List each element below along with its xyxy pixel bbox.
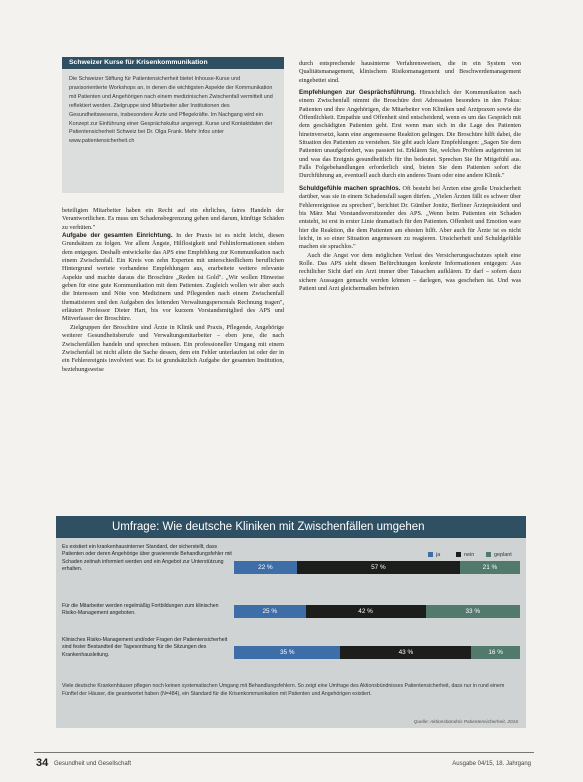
bar-segment-geplant: 33 % bbox=[426, 605, 520, 618]
paragraph-lead: Schuldgefühle machen sprachlos. bbox=[299, 184, 401, 192]
footer-divider bbox=[34, 752, 534, 753]
bar-row bbox=[234, 605, 520, 618]
bar-segment-nein: 42 % bbox=[306, 605, 426, 618]
chart-title: Umfrage: Wie deutsche Kliniken mit Zwischenfällen umgehen bbox=[112, 521, 425, 533]
paragraph: Schuldgefühle machen sprachlos. Oft besteht bei Ärzten eine große Unsicherheit darüber, was sie in einem Schadensfall sagen dürfen. „Vielen Ärzten fällt es schwer über Fehlerereignisse zu sprechen", berichtet Dr. Günther Jonitz, Berliner Ärztepräsident und bis März Mai Vorstandsvorsitzender des APS. „Wenn beim Patienten ein Schaden entsteht, ist erst in erster Linie dramatisch für den Patienten. Offenheit und Emotion ware hier die Reaktion, die dem Patienten am ehesten hilft. Aber auch für Ärzte ist es nicht leicht, in so einer Situation angemessen zu reagieren. Unsicherheit und Schuldgefühle machen sie sprachlos." bbox=[299, 184, 521, 251]
paragraph: Zielgruppen der Broschüre sind Ärzte in Klinik und Praxis, Pflegende, Angehörige weiterer Gesundheitsberufe und Verwaltungsmitarbeiter – eben jene, die nach Zwischenfällen handeln und sprechen müssen. Ein professioneller Umgang mit einem Zwischenfall ist nicht allein die Sache dessen, dem ein Fehler unterlaufen ist oder der in ein Fehlerereignis involviert war. Es ist grundsätzlich Aufgabe der gesamten Institution, beziehungsweise bbox=[62, 323, 284, 373]
bar-row bbox=[234, 561, 520, 574]
legend-item-nein: nein bbox=[456, 552, 474, 558]
bar-segment-nein: 57 % bbox=[297, 561, 460, 574]
paragraph-lead: Empfehlungen zur Gesprächsführung. bbox=[299, 89, 416, 97]
survey-chart bbox=[56, 516, 526, 728]
chart-note: Viele deutsche Krankenhäuser pflegen noch keinen systematischen Umgang mit Behandlungsfehlern. So zeigt eine Umfrage des Aktionsbündnisses Patientensicherheit, dass nur in rund einem Fünftel der Häuser, die geantwortet haben (N=484), ein Standard für die Krisenkommunikation mit Patienten und Angehörigen existiert. bbox=[62, 683, 505, 697]
paragraph: durch entsprechende hausinterne Verfahrensweisen, die in ein System von Qualitätsmanagement, klinischem Risikomanagement und Beschwerdemanagement eingebettet sind. bbox=[299, 60, 521, 84]
paragraph: Aufgabe der gesamten Einrichtung. In der Praxis ist es nicht leicht, diesen Grundsätzen zu folgen. Vor allem Ängste, Hilflosigkeit und Fehlinformationen stehen dem entgegen. Deshalb entwickelte das APS eine Empfehlung zur Kommunikation nach einem Zwischenfall. Ein Kreis von zehn Experten mit unterschiedlichem beruflichen Hintergrund wertete vorhandene Empfehlungen aus, erarbeitete weitere relevante Aspekte und machte daraus die Broschüre „Reden ist Gold". „Wir wollen Hinweise geben für eine gute Kommunikation mit dem Patienten. Zugleich wollen wir aber auch die Interessen und Nöte von Medizinern und Pflegenden nach einem Zwischenfall thematisieren und den Aufgaben des leitenden Verwaltungspersonals Rechnung tragen", erläutert Professor Dieter Hart, bis vor kurzem Vorstandsmitglied des APS und Mitverfasser der Broschüre. bbox=[62, 232, 285, 323]
bar-row bbox=[234, 646, 520, 659]
info-box-title: Schweizer Kurse für Krisenkommunikation bbox=[62, 57, 284, 69]
paragraph-lead: Aufgabe der gesamten Einrichtung. bbox=[62, 232, 173, 240]
bar-segment-ja: 35 % bbox=[234, 646, 340, 659]
chart-body bbox=[56, 538, 526, 728]
legend-item-geplant: geplant bbox=[486, 552, 512, 558]
chart-header bbox=[56, 516, 526, 538]
legend-swatch bbox=[456, 552, 461, 557]
question-label: Klinisches Risiko-Management und/oder Fragen der Patientensicherheit sind fester Bestandteil der Tagesordnung für die Sitzungen des Krankenhausleitung. bbox=[62, 637, 228, 658]
paragraph: Auch die Angst vor dem möglichen Verlust des Versicherungsschutzes spielt eine Rolle. Das APS sieht diesen Befürchtungen konkrete Informationen entgegen: Aus rechtlicher Sicht darf ein Arzt immer über Tatsachen aufklären. Er darf – sofern dazu sichere Aussagen gemacht werden können – darlegen, was geschehen ist. Und was Patient und Arzt gleichermaßen befreien bbox=[299, 251, 521, 292]
article-column-right bbox=[299, 60, 521, 293]
article-column-left bbox=[62, 207, 284, 374]
issue-info: Ausgabe 04/15, 18. Jahrgang bbox=[452, 761, 531, 767]
info-box bbox=[62, 57, 284, 193]
section-name: Gesundheit und Gesellschaft bbox=[54, 761, 132, 767]
bar-segment-nein: 43 % bbox=[340, 646, 471, 659]
bar-segment-geplant: 16 % bbox=[471, 646, 520, 659]
legend-swatch bbox=[486, 552, 491, 557]
question-label: Für die Mitarbeiter werden regelmäßig Fortbildungen zum klinischen Risiko-Management angeboten. bbox=[62, 603, 219, 617]
chart-source: Quelle: Aktionsbündnis Patientensicherheit, 2016 bbox=[413, 720, 518, 725]
page-number: 34 bbox=[36, 757, 49, 769]
paragraph: beteiligten Mitarbeiter haben ein Recht auf ein ehrliches, faires Handeln der Verantwortlichen. Es muss um Schadensbegrenzung gehen und darum, künftige Schäden zu verhüten." bbox=[62, 207, 284, 231]
bar-segment-ja: 25 % bbox=[234, 605, 306, 618]
bar-segment-geplant: 21 % bbox=[460, 561, 520, 574]
info-box-text: Die Schweizer Stiftung für Patientensicherheit bietet Inhouse-Kurse und praxisorientierte Workshops an, in denen die wichtigsten Aspekte der Kommunikation mit Patienten und Angehörigen nach einem medizinischen Zwischenfall vermittelt und reflektiert werden. Zielgruppe sind Mitarbeiter aller Institutionen des Gesundheitswesens, insbesondere Ärzte und Pflegekräfte. Im Nachgang wird ein Konzept zur Einführung einer Gesprächskultur angeregt. Kurse und Kontaktdaten der Patientensicherheit Schweiz bei Dr. Olga Frank. Mehr Infos unter www.patientensicherheit.ch bbox=[69, 76, 273, 145]
question-label: Es existiert ein krankenhausinterner Standard, der sicherstellt, dass Patienten oder deren Angehörige über gravierende Behandlungsfehler mit Schaden zeitnah informiert werden und ein Angebot zur Unterstützung erhalten. bbox=[62, 544, 232, 572]
legend-swatch bbox=[428, 552, 433, 557]
bar-segment-ja: 22 % bbox=[234, 561, 297, 574]
legend-item-ja: ja bbox=[428, 552, 440, 558]
paragraph: Empfehlungen zur Gesprächsführung. Hinsichtlich der Kommunikation nach einem Zwischenfall nimmt die Broschüre drei Adressaten besonders in den Fokus: Patienten und ihre Angehörigen, die Mitarbeiter von Kliniken und Arztpraxen sowie die Öffentlichkeit. Empathie und Offenheit sind entscheidend, wenn es um das Gespräch mit dem geschädigten Patienten geht. Erst wenn man sich in die Lage des Patienten hineinversetzt, kann eine angemessene Reaktion gelingen. Die Broschüre hilft dabei, die Situation des Patienten zu verstehen. Sie gibt auch klare Empfehlungen: „Sagen Sie dem Patienten unaufgefordert, was passiert ist. Erklären Sie, welches Problem aufgetreten ist und was das Ereignis gesundheitlich für ihn bedeutet. Sprechen Sie Ihr Mitgefühl aus. Falls Folgebehandlungen erforderlich sind, bieten Sie dem Patienten sofort die Durchführung an, eventuell auch durch ein anderes Team oder eine andere Klinik." bbox=[299, 89, 521, 180]
